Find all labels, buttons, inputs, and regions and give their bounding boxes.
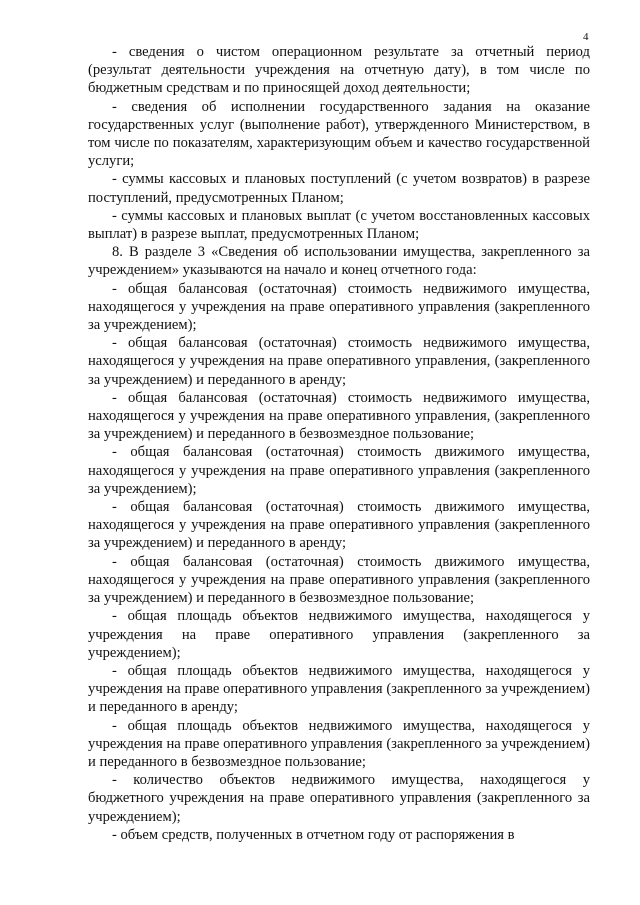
list-item: - общая площадь объектов недвижимого имущества, находящегося у учреждения на праве оперативного управления (закрепленного за учреждением); xyxy=(88,608,590,661)
list-item: - количество объектов недвижимого имущества, находящегося у бюджетного учреждения на праве оперативного управления (закрепленного за учреждением); xyxy=(88,772,590,825)
list-item: - общая площадь объектов недвижимого имущества, находящегося у учреждения на праве оперативного управления (закрепленного за учреждением) и переданного в аренду; xyxy=(88,662,590,716)
paragraph-receipts: - суммы кассовых и плановых поступлений (с учетом возвратов) в разрезе поступлений, предусмотренных Планом; xyxy=(88,171,590,206)
list-item: - общая балансовая (остаточная) стоимость недвижимого имущества, находящегося у учреждения на праве оперативного управления (закрепленного за учреждением); xyxy=(88,280,590,334)
list-item: - общая балансовая (остаточная) стоимость движимого имущества, находящегося у учреждения на праве оперативного управления (закрепленного за учреждением) и переданного в аренду; xyxy=(88,499,590,552)
list-item: - общая площадь объектов недвижимого имущества, находящегося у учреждения на праве оперативного управления (закрепленного за учреждением) и переданного в безвозмездное пользование; xyxy=(88,717,590,770)
document-body xyxy=(88,43,590,844)
paragraph-section-3-heading: 8. В разделе 3 «Сведения об использовании имущества, закрепленного за учреждением» указываются на начало и конец отчетного года: xyxy=(88,244,590,279)
list-item: - общая балансовая (остаточная) стоимость недвижимого имущества, находящегося у учреждения на праве оперативного управления, (закрепленного за учреждением) и переданного в аренду; xyxy=(88,335,590,388)
list-item: - объем средств, полученных в отчетном году от распоряжения в xyxy=(112,826,515,843)
paragraph-operating-result: - сведения о чистом операционном результате за отчетный период (результат деятельности учреждения на отчетную дату), в том числе по бюджетным средствам и по приносящей доход деятельности; xyxy=(88,44,590,97)
list-item: - общая балансовая (остаточная) стоимость недвижимого имущества, находящегося у учреждения на праве оперативного управления, (закрепленного за учреждением) и переданного в безвозмездное пользование; xyxy=(88,389,590,443)
page-number: 4 xyxy=(583,31,589,43)
paragraph-state-assignment: - сведения об исполнении государственного задания на оказание государственных услуг (выполнение работ), утвержденного Министерством, в том числе по показателям, характеризующим объем и качество государственной услуги; xyxy=(88,98,590,170)
list-item: - общая балансовая (остаточная) стоимость движимого имущества, находящегося у учреждения на праве оперативного управления (закрепленного за учреждением) и переданного в безвозмездное пользование; xyxy=(88,553,590,607)
list-item: - общая балансовая (остаточная) стоимость движимого имущества, находящегося у учреждения на праве оперативного управления (закрепленного за учреждением); xyxy=(88,444,590,497)
paragraph-payments: - суммы кассовых и плановых выплат (с учетом восстановленных кассовых выплат) в разрезе выплат, предусмотренных Планом; xyxy=(88,207,590,243)
